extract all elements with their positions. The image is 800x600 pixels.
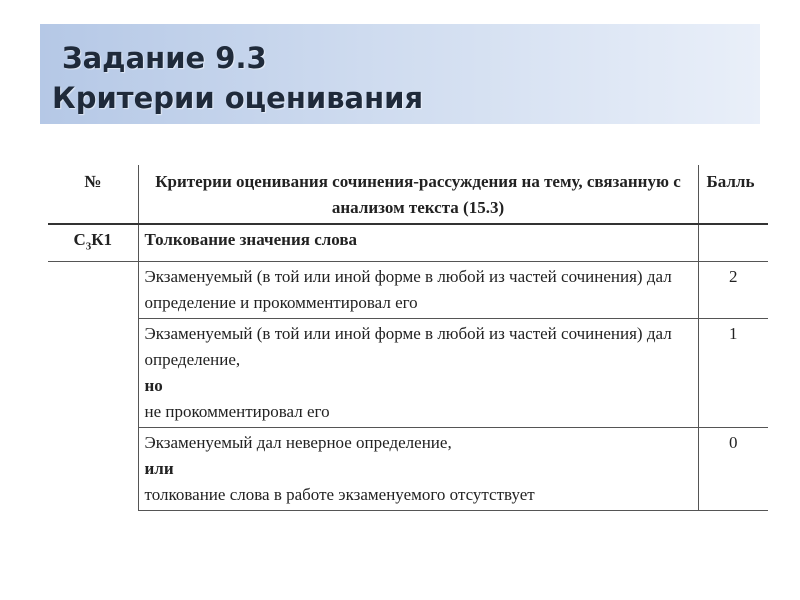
table-header-row	[48, 165, 768, 224]
criteria-table-container	[48, 165, 768, 505]
table-row	[48, 428, 768, 511]
header-criteria: Критерии оценивания сочинения-рассуждения на тему, связанную с анализом текста (15.3)	[138, 165, 698, 224]
row-score: 1	[698, 319, 768, 428]
table-row	[48, 319, 768, 428]
row-description	[138, 262, 698, 319]
row-empty-cell	[48, 319, 138, 428]
row-text-continued: толкование слова в работе экзаменуемого отсутствует	[144, 485, 535, 505]
row-description	[138, 319, 698, 428]
criterion-code	[48, 224, 138, 262]
criterion-code-sub: 3	[85, 240, 92, 253]
criterion-score-empty	[698, 224, 768, 262]
criteria-table	[48, 165, 768, 511]
criterion-row	[48, 224, 768, 262]
criterion-title: Толкование значения слова	[138, 224, 698, 262]
row-text: Экзаменуемый (в той или иной форме в любой из частей сочинения) дал определение,	[144, 324, 672, 370]
row-conjunction: но	[144, 376, 163, 396]
table-row	[48, 262, 768, 319]
criterion-code-prefix: С	[73, 230, 86, 249]
row-conjunction: или	[144, 459, 174, 479]
header-score: Балль	[698, 165, 768, 224]
row-score: 2	[698, 262, 768, 319]
slide-title-line2: Критерии оценивания	[52, 81, 424, 115]
row-score: 0	[698, 428, 768, 511]
row-empty-cell	[48, 262, 138, 319]
row-text: Экзаменуемый (в той или иной форме в любой из частей сочинения) дал определение и прокомментировал его	[144, 267, 672, 313]
slide-title-banner	[40, 24, 760, 124]
slide-title-line1: Задание 9.3	[62, 41, 267, 75]
row-text-continued: не прокомментировал его	[144, 402, 330, 422]
row-description	[138, 428, 698, 511]
row-empty-cell	[48, 428, 138, 511]
row-text: Экзаменуемый дал неверное определение,	[144, 433, 452, 453]
criterion-code-suffix: К1	[91, 230, 113, 249]
header-number: №	[48, 165, 138, 224]
